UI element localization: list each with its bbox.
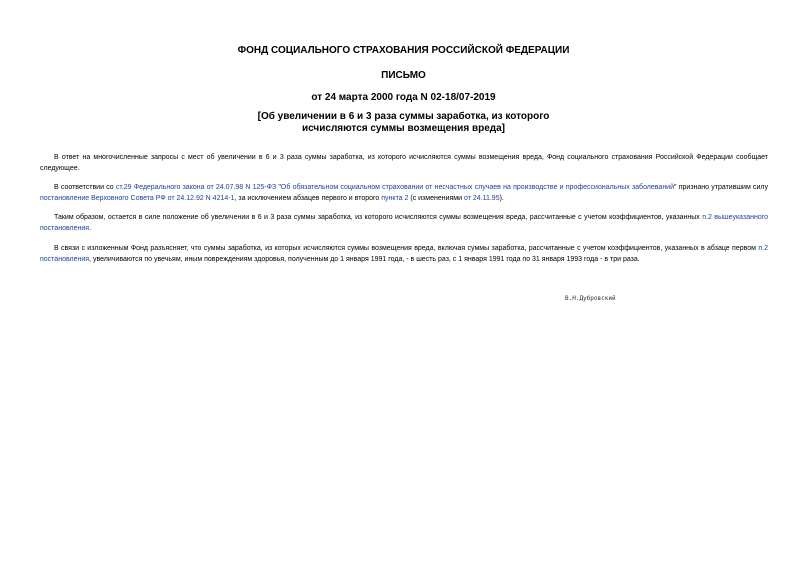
link-federal-law-article-29[interactable]: ст.29 Федерального закона от 24.07.98 N 125-ФЗ xyxy=(115,184,277,191)
paragraph-2-text-4: , за исключением абзацев первого и второго xyxy=(234,195,382,202)
paragraph-2-text-5: (с изменениями xyxy=(408,195,464,202)
paragraph-4 xyxy=(40,243,768,265)
signature: В.Н.Дубровский xyxy=(565,295,616,302)
document-title-line-2: исчисляются суммы возмещения вреда] xyxy=(301,123,506,134)
link-supreme-council-resolution[interactable]: постановление Верховного Совета РФ от 24.12.92 N 4214-1 xyxy=(40,195,235,202)
paragraph-4-text-2: , увеличиваются по увечьям, иным повреждениям здоровья, полученным до 1 января 1991 года, - в шесть раз, с 1 января 1991 года по 31 января 1993 года - в три раза. xyxy=(89,256,640,263)
paragraph-2-text-6: ). xyxy=(499,195,504,202)
link-federal-law-title[interactable]: Об обязательном социальном страховании от несчастных случаев на производстве и профессиональных заболеваний xyxy=(280,184,675,191)
document-date-number: от 24 марта 2000 года N 02-18/07-2019 xyxy=(311,92,496,103)
paragraph-2 xyxy=(40,182,768,204)
document-type: ПИСЬМО xyxy=(381,70,426,81)
paragraph-3-text-2: . xyxy=(89,225,92,232)
document-title-line-1: [Об увеличении в 6 и 3 раза суммы заработка, из которого xyxy=(257,111,550,122)
paragraph-2-text-3: " признано утратившим силу xyxy=(674,184,768,191)
organization-name: ФОНД СОЦИАЛЬНОГО СТРАХОВАНИЯ РОССИЙСКОЙ ФЕДЕРАЦИИ xyxy=(237,45,570,56)
link-amendments-24-11-95[interactable]: от 24.11.95 xyxy=(463,195,500,202)
paragraph-3 xyxy=(40,212,768,234)
link-clause-2-resolution[interactable]: п.2 вышеуказанного постановления xyxy=(40,214,769,232)
paragraph-4-text-1: В связи с изложенным Фонд разъясняет, что суммы заработка, из которых исчисляются суммы возмещения вреда, включая суммы заработка, рассчитанные с учетом коэффициентов, указанных в абзаце первом xyxy=(54,245,759,252)
document-title xyxy=(0,111,807,135)
paragraph-2-text-2: " xyxy=(276,184,281,191)
paragraph-1-text: В ответ на многочисленные запросы с мест об увеличении в 6 и 3 раза суммы заработка, из которого исчисляются суммы возмещения вреда, Фонд социального страхования Российской Федерации сообщает следующее. xyxy=(40,154,768,172)
paragraph-2-text-1: В соответствии со xyxy=(54,184,116,191)
paragraph-3-text-1: Таким образом, остается в силе положение об увеличении в 6 и 3 раза суммы заработка, из которого исчисляются суммы возмещения вреда, рассчитанные с учетом коэффициентов, указанных xyxy=(54,214,703,221)
link-clause-2[interactable]: пункта 2 xyxy=(381,195,409,202)
link-clause-2-resolution-short[interactable]: п.2 постановления xyxy=(40,245,768,263)
paragraph-1 xyxy=(40,152,768,174)
